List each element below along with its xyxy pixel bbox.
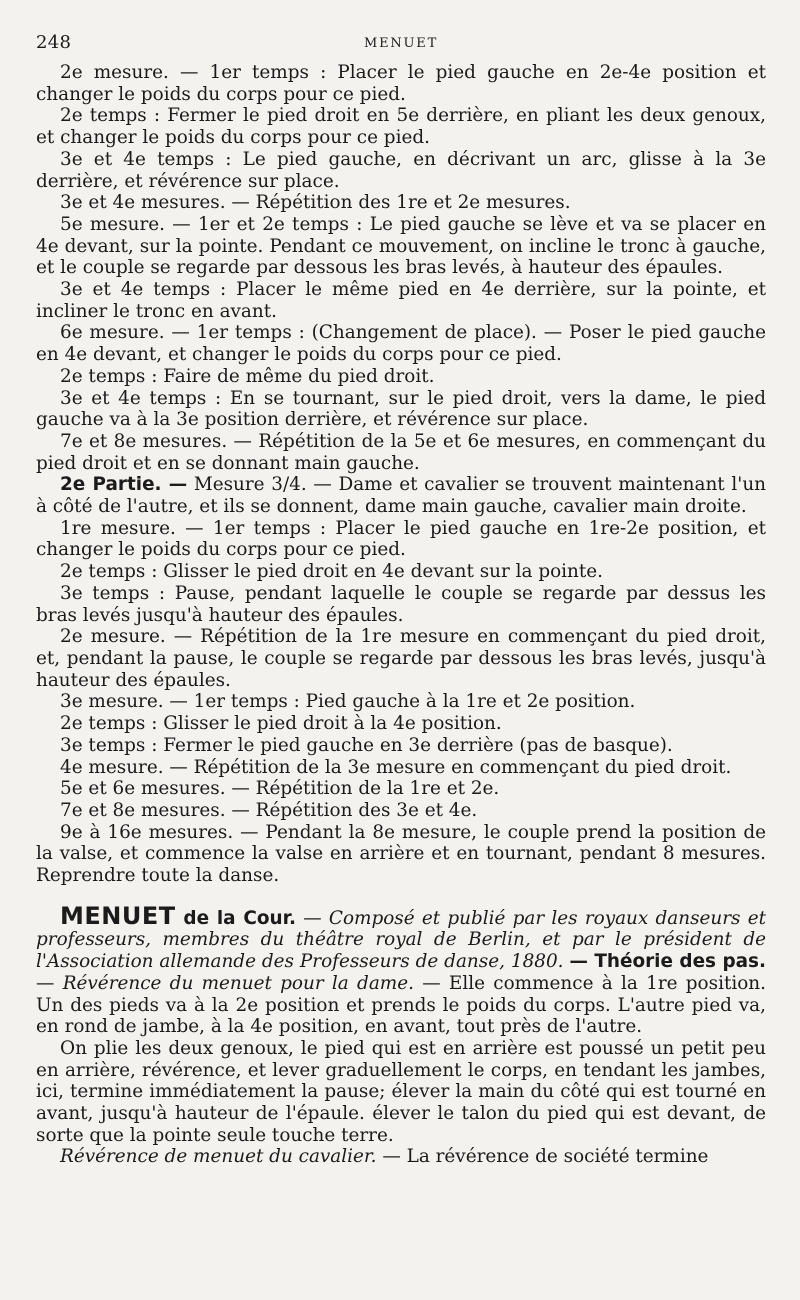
menuet-cour-title: MENUET (60, 901, 176, 930)
paragraph: 2e temps : Fermer le pied droit en 5e derrière, en pliant les deux genoux, et changer le poids du corps pour ce pied. (36, 105, 766, 149)
paragraph: 2e mesure. — 1er temps : Placer le pied gauche en 2e-4e position et changer le poids du corps pour ce pied. (36, 62, 766, 105)
paragraph: 3e et 4e temps : En se tournant, sur le pied droit, vers la dame, le pied gauche va à la 3e position derrière, et révérence sur place. (36, 387, 766, 431)
part2-body (36, 518, 766, 887)
page-number: 248 (36, 32, 72, 53)
theorie-dash: — (36, 972, 63, 994)
paragraph: 2e temps : Glisser le pied droit en 4e devant sur la pointe. (60, 561, 604, 583)
paragraph: 6e mesure. — 1er temps : (Changement de place). — Poser le pied gauche en 4e devant, et changer le poids du corps pour ce pied. (36, 322, 766, 366)
menuet-cour-title-suffix: de la Cour. (175, 907, 297, 929)
paragraph: 3e et 4e mesures. — Répétition des 1re et 2e mesures. (60, 192, 571, 214)
paragraph-plie: On plie les deux genoux, le pied qui est en arrière est poussé un petit peu en arrière, révérence, et lever graduellement le corps, en tendant les jambes, ici, termine immédiatement la pause; élever la main du côté qui est tourné en avant, jusqu'à hauteur de l'épaule. élever le talon du pied qui est devant, de sorte que la pointe seule touche terre. (36, 1037, 766, 1146)
partie2-text: Mesure 3/4. — Dame et cavalier se trouvent maintenant l'un à côté de l'autre, et ils se donnent, dame main gauche, cavalier main droite. (36, 474, 767, 518)
partie2-heading: 2e Partie. — (60, 474, 188, 496)
part1-body (36, 62, 766, 474)
paragraph: 7e et 8e mesures. — Répétition de la 5e et 6e mesures, en commençant du pied droit et en se donnant main gauche. (36, 430, 766, 474)
paragraph: 3e mesure. — 1er temps : Pied gauche à la 1re et 2e position. (60, 691, 636, 713)
paragraph: 3e temps : Pause, pendant laquelle le couple se regarde par dessus les bras levés jusqu'à hauteur des épaules. (36, 582, 766, 626)
paragraph: 3e et 4e temps : Le pied gauche, en décrivant un arc, glisse à la 3e derrière, et révérence sur place. (36, 148, 766, 192)
final-text: — La révérence de société termine (376, 1146, 709, 1168)
paragraph: 7e et 8e mesures. — Répétition des 3e et 4e. (60, 799, 478, 821)
running-head (36, 30, 766, 60)
reverence-cavalier: Révérence de menuet du cavalier. (60, 1146, 377, 1168)
menuet-cour-paragraph (36, 901, 766, 1038)
paragraph: 2e temps : Faire de même du pied droit. (60, 365, 435, 387)
paragraph: 2e temps : Glisser le pied droit à la 4e position. (60, 713, 502, 735)
theorie-text: — Elle commence à la 1re position. Un des pieds va à la 2e position et prends le poids du corps. L'autre pied va, en rond de jambe, à la 4e position, en avant, tout près de l'autre. (36, 972, 766, 1038)
paragraph: 4e mesure. — Répétition de la 3e mesure en commençant du pied droit. (60, 756, 732, 778)
reverence-dame: Révérence du menuet pour la dame. (62, 972, 414, 994)
paragraph: 9e à 16e mesures. — Pendant la 8e mesure, le couple prend la position de la valse, et commence la valse en arrière et en tournant, pendant 8 mesures. Reprendre toute la danse. (36, 821, 766, 887)
paragraph: 5e et 6e mesures. — Répétition de la 1re et 2e. (60, 778, 500, 800)
final-paragraph (36, 1146, 766, 1168)
menuet-cour-intro: Composé et publié par les royaux danseurs et professeurs, membres du théâtre royal de Berlin, et par le président de l'Association allemande des Professeurs de danse, 1880. (36, 907, 766, 973)
paragraph: 3e temps : Fermer le pied gauche en 3e derrière (pas de basque). (60, 734, 673, 756)
paragraph: 1re mesure. — 1er temps : Placer le pied gauche en 1re-2e position, et changer le poids du corps pour ce pied. (36, 517, 766, 561)
running-title: MENUET (363, 36, 439, 51)
paragraph: 5e mesure. — 1er et 2e temps : Le pied gauche se lève et va se placer en 4e devant, sur la pointe. Pendant ce mouvement, on incline le tronc à gauche, et le couple se regarde par dessous les bras levés, à hauteur des épaules. (36, 213, 766, 279)
menuet-cour-dash: — (296, 907, 329, 929)
paragraph: 2e mesure. — Répétition de la 1re mesure en commençant du pied droit, et, pendant la pause, le couple se regarde par dessous les bras levés, jusqu'à hauteur des épaules. (36, 626, 766, 691)
theorie-heading: — Théorie des pas. (569, 951, 766, 973)
paragraph: 3e et 4e temps : Placer le même pied en 4e derrière, sur la pointe, et incliner le tronc en avant. (36, 279, 766, 322)
partie2-paragraph (36, 474, 766, 517)
